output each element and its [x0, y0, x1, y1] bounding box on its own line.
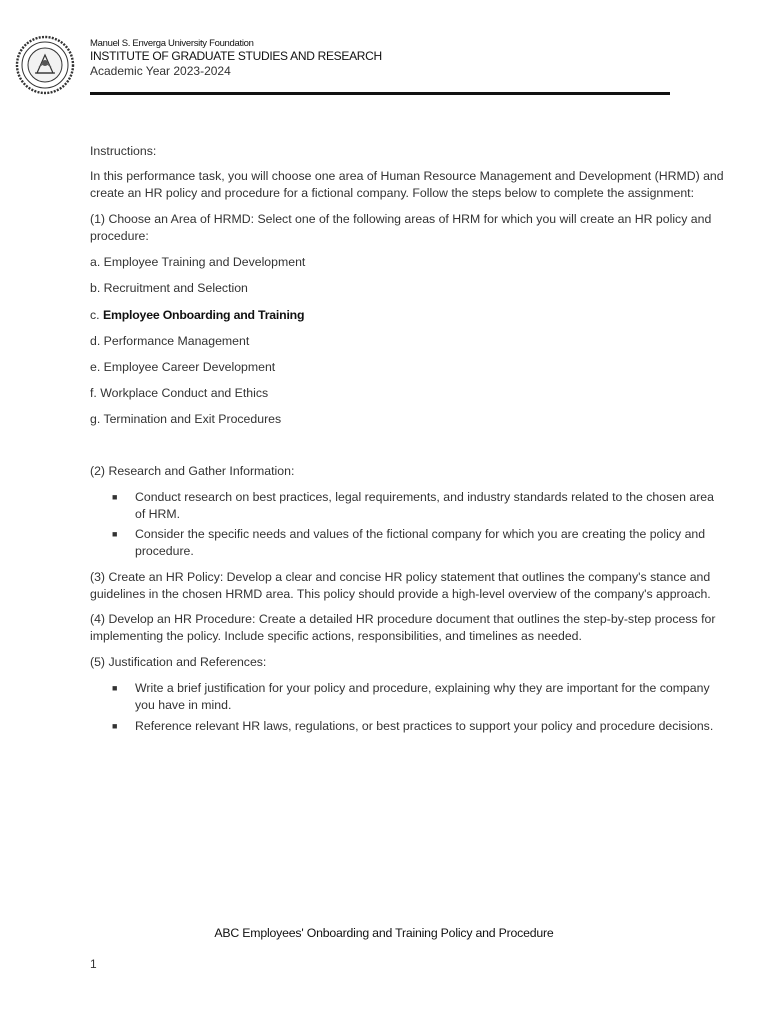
- bullet-text: Consider the specific needs and values of the fictional company for which you are creating the policy and: [135, 527, 706, 541]
- step3-text: (3) Create an HR Policy: Develop a clear and concise HR policy statement that outlines the company's stance and: [90, 570, 711, 584]
- header-divider: [90, 92, 670, 95]
- selected-area: Employee Onboarding and Training: [102, 308, 305, 322]
- instructions-label: Instructions:: [90, 144, 157, 158]
- bullet-text: Reference relevant HR laws, regulations, or best practices to support your policy and procedure decisions.: [135, 719, 714, 733]
- university-seal-icon: [15, 35, 75, 95]
- bullet-text: Write a brief justification for your policy and procedure, explaining why they are important for the company: [135, 681, 710, 695]
- area-item: b. Recruitment and Selection: [90, 281, 248, 295]
- step1-text: (1) Choose an Area of HRMD: Select one of the following areas of HRM for which you will create an HR policy and: [90, 212, 712, 226]
- area-item: d. Performance Management: [90, 334, 250, 348]
- bullet-text: procedure.: [135, 544, 194, 558]
- step4-text: implementing the policy. Include specific actions, responsibilities, and timelines as needed.: [90, 629, 582, 643]
- area-item-selected: [90, 307, 304, 324]
- step2-title: (2) Research and Gather Information:: [90, 464, 295, 478]
- area-item: e. Employee Career Development: [90, 360, 276, 374]
- step4-text: (4) Develop an HR Procedure: Create a detailed HR procedure document that outlines the step-by-step process for: [90, 612, 716, 626]
- area-item-prefix: c.: [90, 308, 103, 322]
- bullet-icon: ■: [112, 683, 118, 693]
- academic-year: Academic Year 2023-2024: [90, 64, 231, 78]
- area-item: g. Termination and Exit Procedures: [90, 412, 282, 426]
- bullet-text: Conduct research on best practices, legal requirements, and industry standards related to the chosen area: [135, 490, 714, 504]
- bullet-icon: ■: [112, 721, 118, 731]
- area-item: f. Workplace Conduct and Ethics: [90, 386, 269, 400]
- bullet-text: of HRM.: [135, 507, 181, 521]
- step3-text: guidelines in the chosen HRMD area. This policy should provide a high-level overview of the company's approach.: [90, 587, 711, 601]
- step5-title: (5) Justification and References:: [90, 655, 267, 669]
- intro-line: In this performance task, you will choose one area of Human Resource Management and Development (HRMD) and: [90, 169, 724, 183]
- bullet-icon: ■: [112, 529, 118, 539]
- section-title: ABC Employees' Onboarding and Training Policy and Procedure: [214, 926, 554, 940]
- university-name: Manuel S. Enverga University Foundation: [90, 38, 254, 49]
- bullet-icon: ■: [112, 492, 118, 502]
- page-number: 1: [90, 957, 97, 971]
- institute-name: INSTITUTE OF GRADUATE STUDIES AND RESEARCH: [90, 49, 382, 63]
- bullet-text: you have in mind.: [135, 698, 232, 712]
- area-item: a. Employee Training and Development: [90, 255, 306, 269]
- intro-line: create an HR policy and procedure for a fictional company. Follow the steps below to complete the assignment:: [90, 186, 695, 200]
- step1-text: procedure:: [90, 229, 149, 243]
